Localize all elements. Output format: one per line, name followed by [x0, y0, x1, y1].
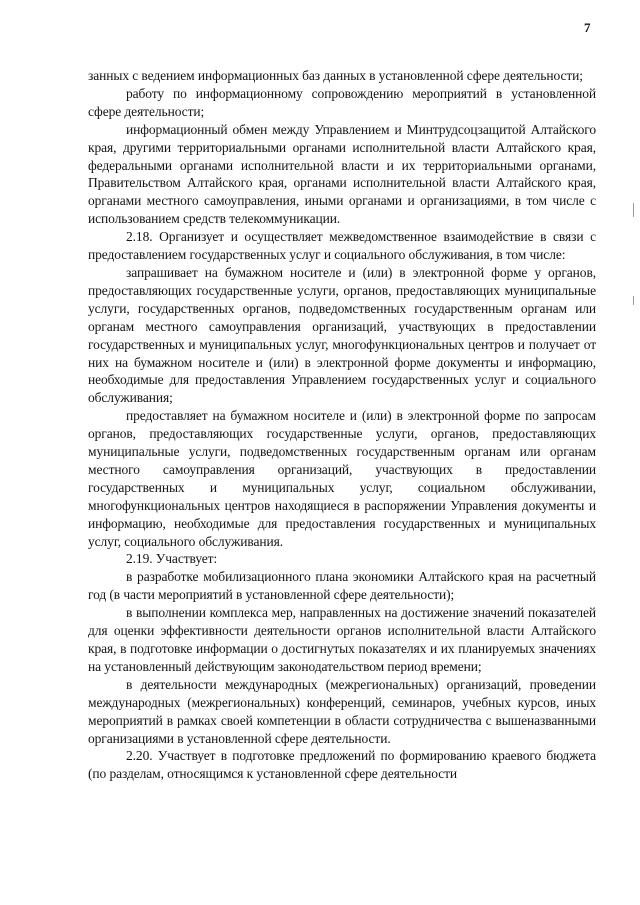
paragraph: запрашивает на бумажном носителе и (или) в электронной форме у органов, предоставляющих государственные услуги, органов, предоставляющих муниципальные услуги, государственных органов, подведомственных государственным органам или органам местного самоуправления организаций, участвующих в предоставлении государственных и муниципальных услуг, многофункциональных центров и получает от них на бумажном носителе и (или) в электронной форме документы и информацию, необходимые для предоставления Управлением государственных услуг и социального обслуживания; [88, 264, 596, 406]
scan-mark [633, 203, 634, 217]
scan-mark [633, 296, 634, 305]
paragraph: 2.20. Участвует в подготовке предложений по формированию краевого бюджета (по разделам, относящимся к установленной сфере деятельности [88, 748, 596, 782]
page-number: 7 [584, 20, 591, 35]
paragraph: в разработке мобилизационного плана экономики Алтайского края на расчетный год (в части мероприятий в установленной сфере деятельности); [88, 569, 596, 603]
paragraph: работу по информационному сопровождению мероприятий в установленной сфере деятельности; [88, 85, 596, 119]
paragraph: в деятельности международных (межрегиональных) организаций, проведении международных (межрегиональных) конференций, семинаров, учебных курсов, иных мероприятий в рамках своей компетенции в области сотрудничества с вышеназванными организациями в установленной сфере деятельности. [88, 676, 596, 746]
paragraph: информационный обмен между Управлением и Минтрудсоцзащитой Алтайского края, другими территориальными органами исполнительной власти Алтайского края, федеральными органами исполнительной власти и их территориальными органами, Правительством Алтайского края, органами исполнительной власти Алтайского края, органами местного самоуправления, иными органами и организациями, в том числе с использованием средств телекоммуникации. [88, 121, 596, 227]
paragraph: 2.19. Участвует: [126, 551, 218, 567]
paragraph: в выполнении комплекса мер, направленных на достижение значений показателей для оценки эффективности деятельности органов исполнительной власти Алтайского края, в подготовке информации о достигнутых показателях и их планируемых значениях на установленный действующим законодательством период времени; [88, 605, 596, 674]
paragraph: 2.18. Организует и осуществляет межведомственное взаимодействие в связи с предоставлением государственных услуг и социального обслуживания, в том числе: [88, 229, 596, 263]
paragraph: предоставляет на бумажном носителе и (или) в электронной форме по запросам органов, предоставляющих государственные услуги, органов, предоставляющих муниципальные услуги, подведомственных государственным органам или органам местного самоуправления организаций, участвующих в предоставлении государственных и муниципальных услуг, социальном обслуживании, многофункциональных центров находящиеся в распоряжении Управления документы и информацию, необходимые для предоставления государственных и муниципальных услуг, социального обслуживания. [88, 408, 596, 549]
paragraph: занных с ведением информационных баз данных в установленной сфере деятельности; [88, 68, 583, 83]
document-body [88, 67, 596, 783]
